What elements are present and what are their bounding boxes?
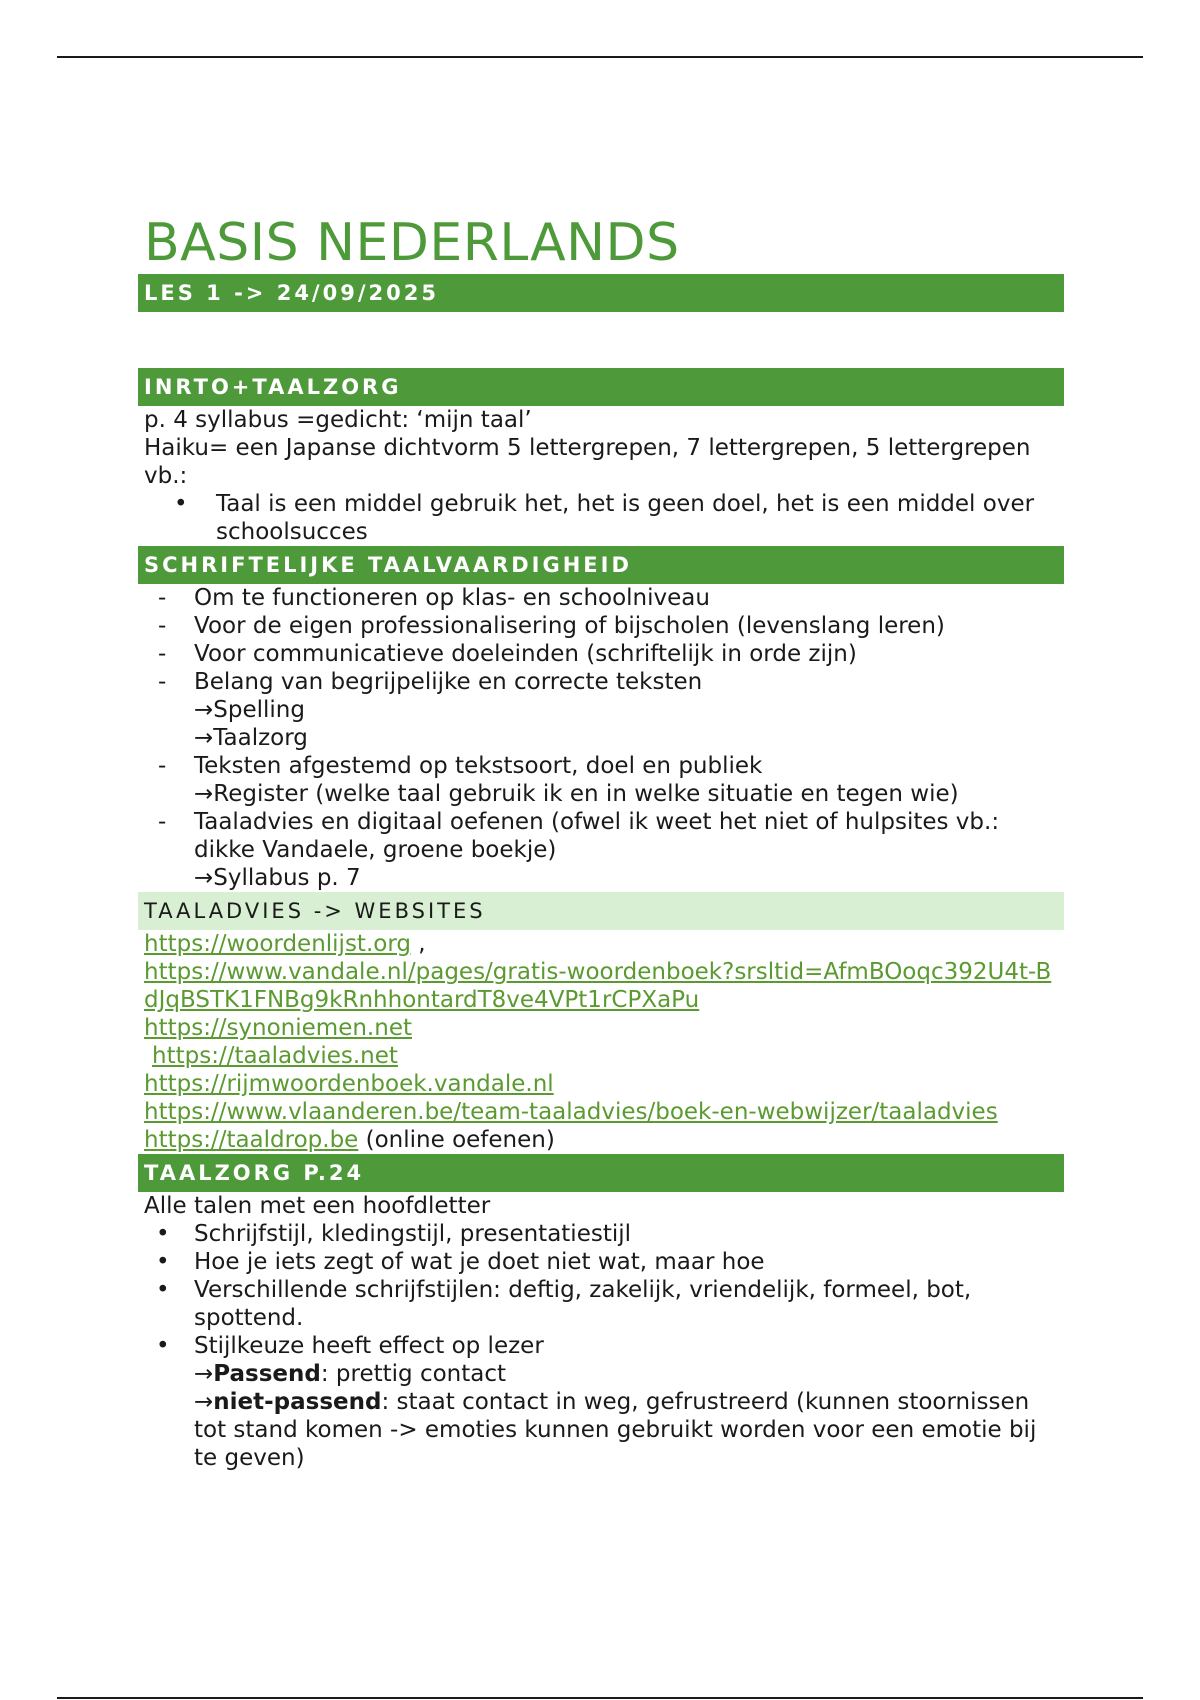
bullet-icon: • xyxy=(156,1221,170,1247)
list-item: - Taaladvies en digitaal oefenen (ofwel ik weet het niet of hulpsites vb.: dikke Vandaele, groene boekje) →Syllabus p. 7 xyxy=(138,808,1064,892)
sub-item: →Taalzorg xyxy=(194,725,308,751)
dash-marker: - xyxy=(158,669,167,695)
list-item: • Taal is een middel gebruik het, het is geen doel, het is een middel over schoolsucces xyxy=(174,491,1035,545)
link-vlaanderen[interactable]: https://www.vlaanderen.be/team-taaladvies/boek-en-webwijzer/taaladvies xyxy=(144,1099,998,1125)
website-links xyxy=(138,930,1064,1154)
section-heading-websites: TAALADVIES -> WEBSITES xyxy=(138,892,1064,930)
arrow-icon: → xyxy=(194,1361,214,1387)
list-item: - Om te functioneren op klas- en schoolniveau xyxy=(158,585,710,611)
list-item: • Hoe je iets zegt of wat je doet niet wat, maar hoe xyxy=(156,1249,765,1275)
link-suffix: , xyxy=(410,931,426,957)
bullet-icon: • xyxy=(156,1249,170,1275)
sub-item-niet-passend: →niet-passend: staat contact in weg, gefrustreerd (kunnen stoornissen tot stand komen -> emoties kunnen gebruikt worden voor een emotie bij te geven) xyxy=(194,1389,1037,1471)
dash-marker: - xyxy=(158,753,167,779)
link-vandale[interactable]: https://www.vandale.nl/pages/gratis-woordenboek?srsltid=AfmBOoqc392U4t-BdJqBSTK1FNBg9kRnhhontardT8ve4VPt1rCPXaPu xyxy=(144,959,1052,1013)
list-item: - Voor communicatieve doeleinden (schriftelijk in orde zijn) xyxy=(158,641,857,667)
taalzorg-bullet-list xyxy=(138,1220,1064,1472)
intro-line-3: vb.: xyxy=(144,463,188,489)
document-body xyxy=(138,212,1064,1472)
sub-item-passend: →Passend: prettig contact xyxy=(194,1361,507,1387)
section-heading-intro: INRTO+TAALZORG xyxy=(138,368,1064,406)
list-item: - Belang van begrijpelijke en correcte teksten →Spelling →Taalzorg xyxy=(138,668,1064,752)
dash-marker: - xyxy=(158,585,167,611)
section-heading-schriftelijk: SCHRIFTELIJKE TAALVAARDIGHEID xyxy=(138,546,1064,584)
intro-bullet-list xyxy=(138,490,1064,546)
taalzorg-intro: Alle talen met een hoofdletter xyxy=(144,1193,491,1219)
list-item: • Schrijfstijl, kledingstijl, presentatiestijl xyxy=(156,1221,632,1247)
bullet-icon: • xyxy=(174,491,188,517)
bullet-icon: • xyxy=(156,1277,170,1303)
intro-line-1: p. 4 syllabus =gedicht: ‘mijn taal’ xyxy=(144,407,532,433)
link-synoniemen[interactable]: https://synoniemen.net xyxy=(144,1015,412,1041)
list-item: - Voor de eigen professionalisering of bijscholen (levenslang leren) xyxy=(158,613,945,639)
link-woordenlijst[interactable]: https://woordenlijst.org xyxy=(144,931,411,957)
sub-item: →Register (welke taal gebruik ik en in welke situatie en tegen wie) xyxy=(194,781,959,807)
intro-line-2: Haiku= een Japanse dichtvorm 5 lettergrepen, 7 lettergrepen, 5 lettergrepen xyxy=(144,435,1031,461)
section-heading-taalzorg: TAALZORG P.24 xyxy=(138,1154,1064,1192)
sub-item: →Spelling xyxy=(194,697,305,723)
list-item: • Stijlkeuze heeft effect op lezer →Passend: prettig contact →niet-passend: staat contact in weg, gefrustreerd (kunnen stoornissen tot stand komen -> emoties kunnen gebruikt worden voor een emotie bij te geven) xyxy=(138,1332,1064,1472)
schriftelijk-dash-list xyxy=(138,584,1064,892)
bottom-rule xyxy=(57,1697,1143,1699)
bullet-icon: • xyxy=(156,1333,170,1359)
dash-marker: - xyxy=(158,613,167,639)
list-item: - Teksten afgestemd op tekstsoort, doel en publiek →Register (welke taal gebruik ik en in welke situatie en tegen wie) xyxy=(138,752,1064,808)
link-taaladvies[interactable]: https://taaladvies.net xyxy=(152,1043,398,1069)
link-taaldrop[interactable]: https://taaldrop.be xyxy=(144,1127,359,1153)
page-title: BASIS NEDERLANDS xyxy=(144,213,680,273)
arrow-icon: → xyxy=(194,1389,214,1415)
sub-item: →Syllabus p. 7 xyxy=(194,865,361,891)
link-suffix: (online oefenen) xyxy=(358,1127,555,1153)
top-rule xyxy=(57,56,1143,58)
dash-marker: - xyxy=(158,641,167,667)
lesson-banner: LES 1 -> 24/09/2025 xyxy=(138,274,1064,312)
link-rijmwoordenboek[interactable]: https://rijmwoordenboek.vandale.nl xyxy=(144,1071,554,1097)
list-item: • Verschillende schrijfstijlen: deftig, zakelijk, vriendelijk, formeel, bot, spottend. xyxy=(156,1277,972,1331)
dash-marker: - xyxy=(158,809,167,835)
